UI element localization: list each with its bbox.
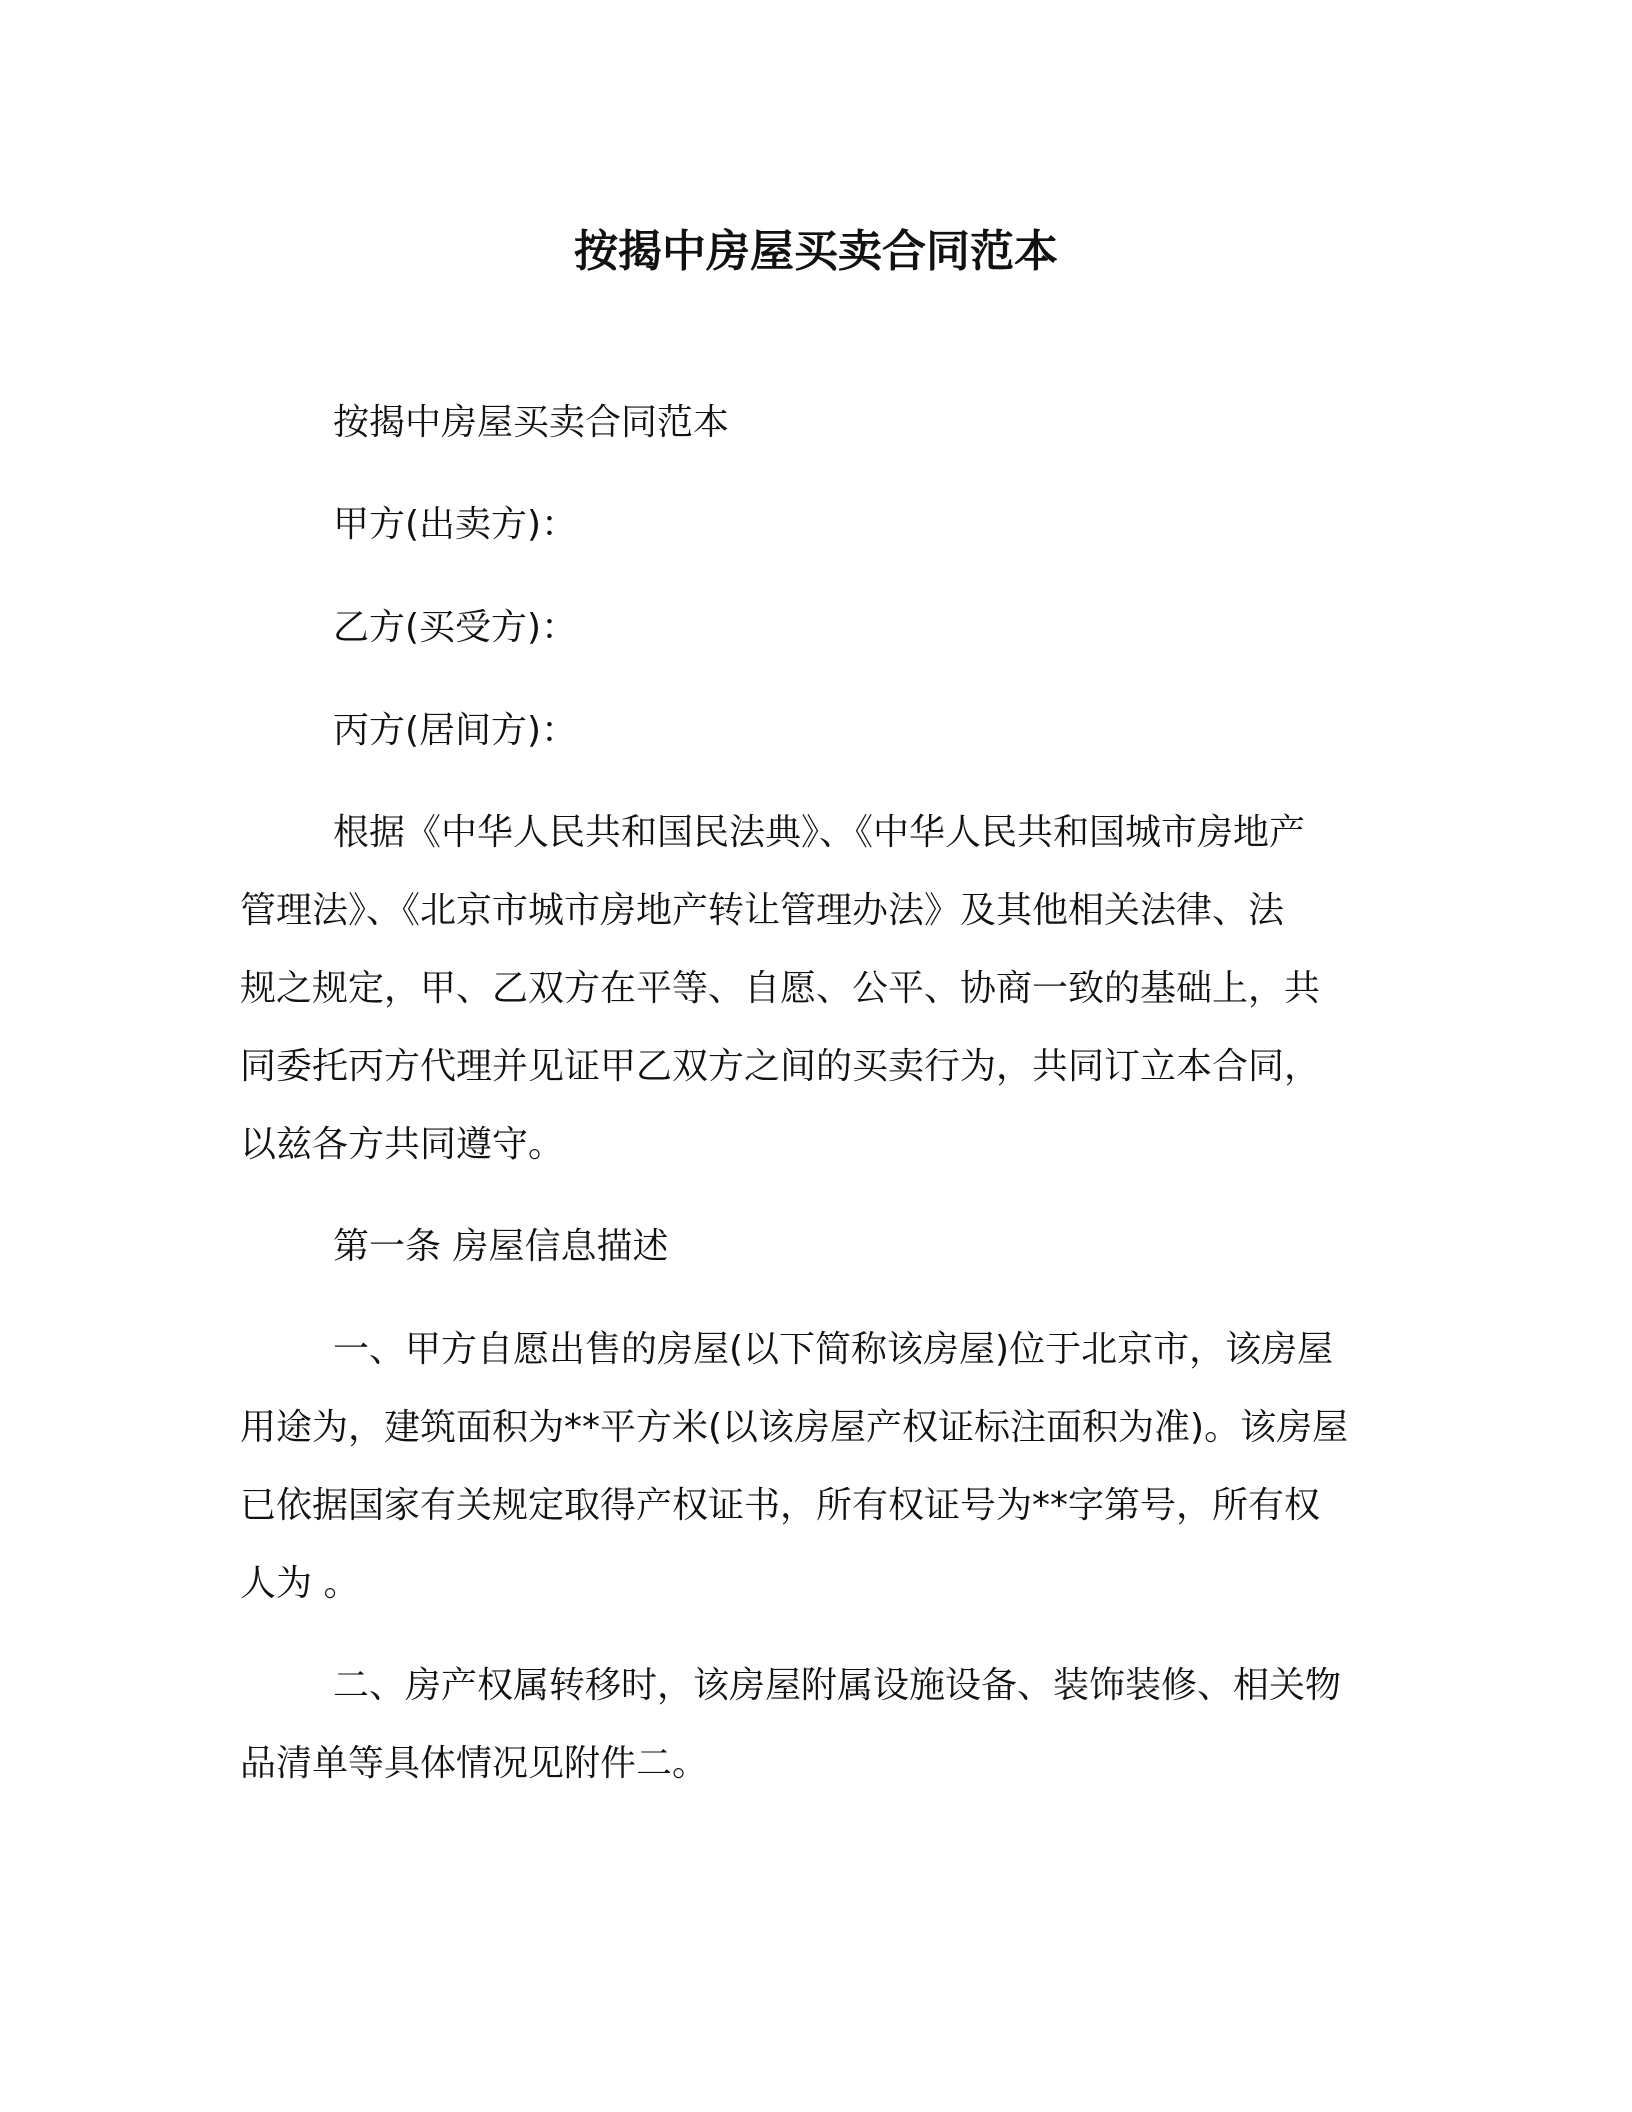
preamble-line: 规之规定，甲、乙双方在平等、自愿、公平、协商一致的基础上，共 [240, 968, 1321, 1009]
document-title: 按揭中房屋买卖合同范本 [574, 226, 1058, 277]
preamble-line: 以兹各方共同遵守。 [240, 1124, 565, 1165]
preamble-line: 管理法》、《北京市城市房地产转让管理办法》及其他相关法律、法 [240, 890, 1285, 931]
preamble-line: 根据《中华人民共和国民法典》、《中华人民共和国城市房地产 [333, 812, 1306, 853]
party-c-label: 丙方(居间方)： [333, 710, 578, 751]
article-1-heading: 第一条 房屋信息描述 [333, 1226, 669, 1267]
clause-1-line: 一、甲方自愿出售的房屋(以下简称该房屋)位于北京市，该房屋 [333, 1329, 1334, 1370]
party-b-label: 乙方(买受方)： [333, 607, 578, 648]
preamble-line: 同委托丙方代理并见证甲乙双方之间的买卖行为，共同订立本合同， [240, 1046, 1321, 1087]
document-subtitle: 按揭中房屋买卖合同范本 [333, 402, 730, 443]
clause-1-line: 用途为，建筑面积为**平方米(以该房屋产权证标注面积为准)。该房屋 [240, 1407, 1349, 1448]
clause-1-line: 人为 。 [240, 1563, 360, 1604]
party-a-label: 甲方(出卖方)： [333, 504, 578, 545]
clause-1-line: 已依据国家有关规定取得产权证书，所有权证号为**字第号，所有权 [240, 1485, 1321, 1526]
clause-2-line: 二、房产权属转移时，该房屋附属设施设备、装饰装修、相关物 [333, 1665, 1342, 1706]
clause-2-line: 品清单等具体情况见附件二。 [240, 1743, 709, 1784]
